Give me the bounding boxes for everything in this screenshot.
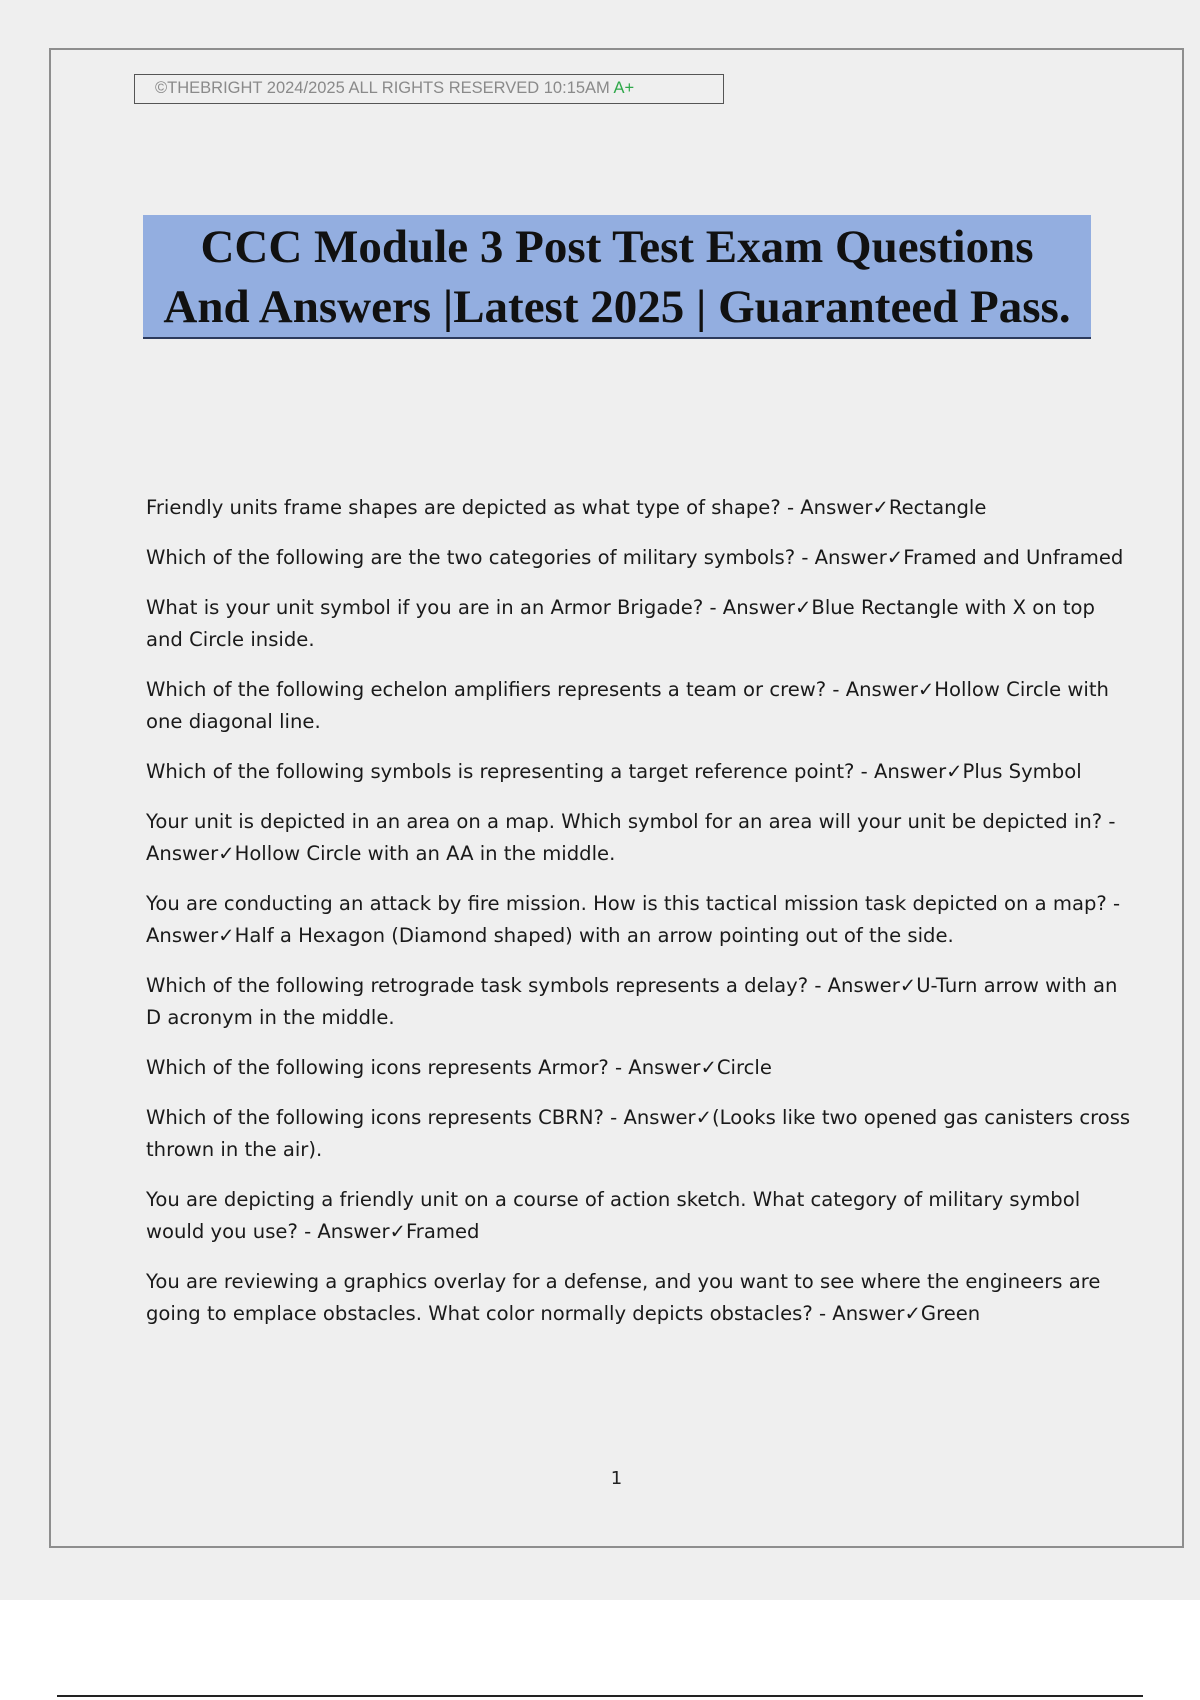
qa-item: Which of the following icons represents CBRN? - Answer✓(Looks like two opened gas canisters cross thrown in the air).: [146, 1106, 1131, 1161]
qa-item: Friendly units frame shapes are depicted as what type of shape? - Answer✓Rectangle: [146, 496, 987, 519]
title-line-1: CCC Module 3 Post Test Exam Questions: [200, 221, 1034, 273]
qa-item: You are conducting an attack by fire mission. How is this tactical mission task depicted on a map? - Answer✓Half a Hexagon (Diamond shaped) with an arrow pointing out of the side.: [146, 892, 1121, 947]
grade-badge: A+: [613, 79, 635, 97]
qa-item: Which of the following retrograde task symbols represents a delay? - Answer✓U-Turn arrow with an D acronym in the middle.: [146, 974, 1118, 1029]
qa-item: Which of the following symbols is representing a target reference point? - Answer✓Plus Symbol: [146, 760, 1082, 783]
qa-item: Which of the following echelon amplifiers represents a team or crew? - Answer✓Hollow Circle with one diagonal line.: [146, 678, 1109, 733]
copyright-header: [134, 74, 724, 104]
document-title: [143, 215, 1091, 339]
qa-item: You are depicting a friendly unit on a course of action sketch. What category of military symbol would you use? - Answer✓Framed: [146, 1188, 1081, 1243]
title-line-2: And Answers |Latest 2025 | Guaranteed Pass.: [163, 281, 1071, 333]
document-page: [49, 48, 1184, 1548]
copyright-text: ©THEBRIGHT 2024/2025 ALL RIGHTS RESERVED 10:15AM: [155, 79, 614, 97]
next-page-divider: [57, 1695, 1143, 1697]
qa-item: You are reviewing a graphics overlay for a defense, and you want to see where the engineers are going to emplace obstacles. What color normally depicts obstacles? - Answer✓Green: [146, 1270, 1101, 1325]
qa-item: What is your unit symbol if you are in an Armor Brigade? - Answer✓Blue Rectangle with X on top and Circle inside.: [146, 596, 1095, 651]
qa-list: [146, 492, 1136, 1348]
qa-item: Which of the following icons represents Armor? - Answer✓Circle: [146, 1056, 772, 1079]
page-number: 1: [610, 1468, 623, 1489]
qa-item: Which of the following are the two categories of military symbols? - Answer✓Framed and Unframed: [146, 546, 1124, 569]
qa-item: Your unit is depicted in an area on a map. Which symbol for an area will your unit be depicted in? - Answer✓Hollow Circle with an AA in the middle.: [146, 810, 1116, 865]
